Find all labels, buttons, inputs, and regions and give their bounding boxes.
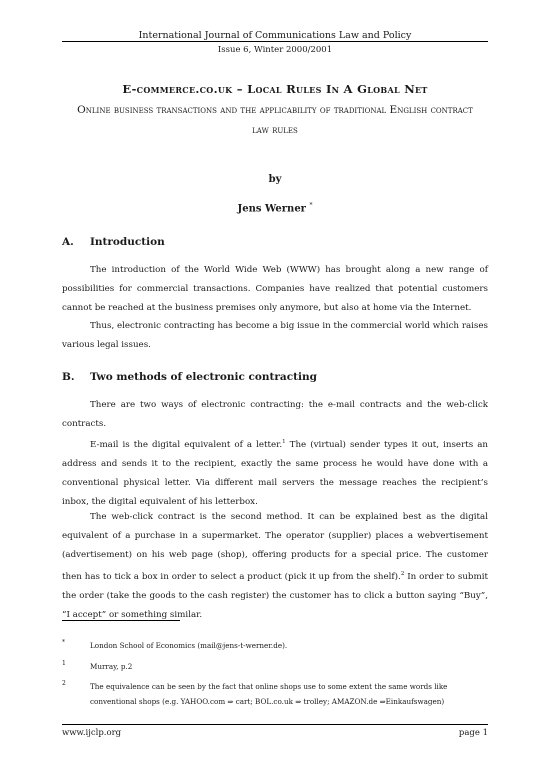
- section-title: Two methods of electronic contracting: [90, 371, 317, 383]
- footnote-ref-1: 1: [282, 439, 286, 445]
- paragraph-intro-2: [62, 317, 488, 355]
- section-title: Introduction: [90, 236, 165, 248]
- paper-subtitle: Online business transactions and the applicability of traditional English contract law rules: [77, 104, 473, 136]
- section-heading-b: [62, 371, 317, 383]
- paragraph-methods-3: [62, 508, 488, 625]
- section-number: B.: [62, 371, 75, 383]
- footnote-rule: [62, 620, 180, 621]
- author-name: [0, 202, 550, 214]
- section-number: A.: [62, 236, 74, 248]
- paragraph-text-end: In order to submit the order (take the goods to the cash register) the customer has to click a button saying “Buy”, “I accept” or something similar.: [62, 571, 489, 620]
- author-text: Jens Werner: [237, 203, 306, 215]
- paragraph-methods-1: [62, 396, 488, 434]
- paragraph-text: Thus, electronic contracting has become a big issue in the commercial world which raises various legal issues.: [62, 321, 488, 350]
- paragraph-text-start: The web-click contract is the second method. It can be explained best as the digital equivalent of a purchase in a supermarket. The operator (supplier) places a webvertisement (advertisement) on his web page (shop), offering products for a special price. The customer then has to tick a box in order to select a product (pick it up from the shelf).: [62, 512, 488, 582]
- paragraph-methods-2: [62, 433, 488, 512]
- issue-info: Issue 6, Winter 2000/2001: [217, 45, 333, 55]
- footer-url: www.ijclp.org: [62, 728, 122, 738]
- section-heading-a: [62, 236, 165, 248]
- footnote-mark: 2: [62, 680, 66, 687]
- footnote-text: London School of Economics (mail@jens-t-werner.de).: [90, 641, 288, 650]
- paragraph-text: The introduction of the World Wide Web (WWW) has brought along a new range of possibilities for commercial transactions. Companies have realized that potential customers cannot be reached at the business premises only anymore, but also at home via the Internet.: [62, 265, 488, 313]
- paragraph-intro-1: [62, 261, 488, 318]
- footnote-text: Murray, p.2: [90, 662, 133, 671]
- footnote-ref-2: 2: [400, 571, 405, 577]
- page-number: page 1: [458, 728, 488, 738]
- paragraph-text: There are two ways of electronic contracting: the e-mail contracts and the web-click contracts.: [62, 400, 488, 429]
- header-rule: [62, 41, 488, 42]
- paragraph-text-start: E-mail is the digital equivalent of a letter.: [90, 439, 283, 450]
- byline-by: by: [268, 174, 282, 185]
- paragraph-text-end: The (virtual) sender types it out, inserts an address and sends it to the recipient, exactly the same process he would have done with a conventional physical letter. Via different mail servers the message reaches the recipient’s inbox, the digital equivalent of his letterbox.: [62, 439, 488, 507]
- footnote-mark: *: [62, 639, 65, 646]
- journal-name: International Journal of Communications Law and Policy: [138, 30, 412, 41]
- footnote-text: The equivalence can be seen by the fact that online shops use to some extent the same words like conventional shops (e.g. YAHOO.com ⇒ cart; BOL.co.uk ⇒ trolley; AMAZON.de ⇒Einkaufswagen): [90, 682, 448, 706]
- footer-rule: [62, 724, 488, 725]
- author-footnote-mark: *: [309, 202, 313, 209]
- paper-title: E-commerce.co.uk – Local Rules In A Global Net: [122, 82, 428, 96]
- footnote-mark: 1: [62, 660, 66, 667]
